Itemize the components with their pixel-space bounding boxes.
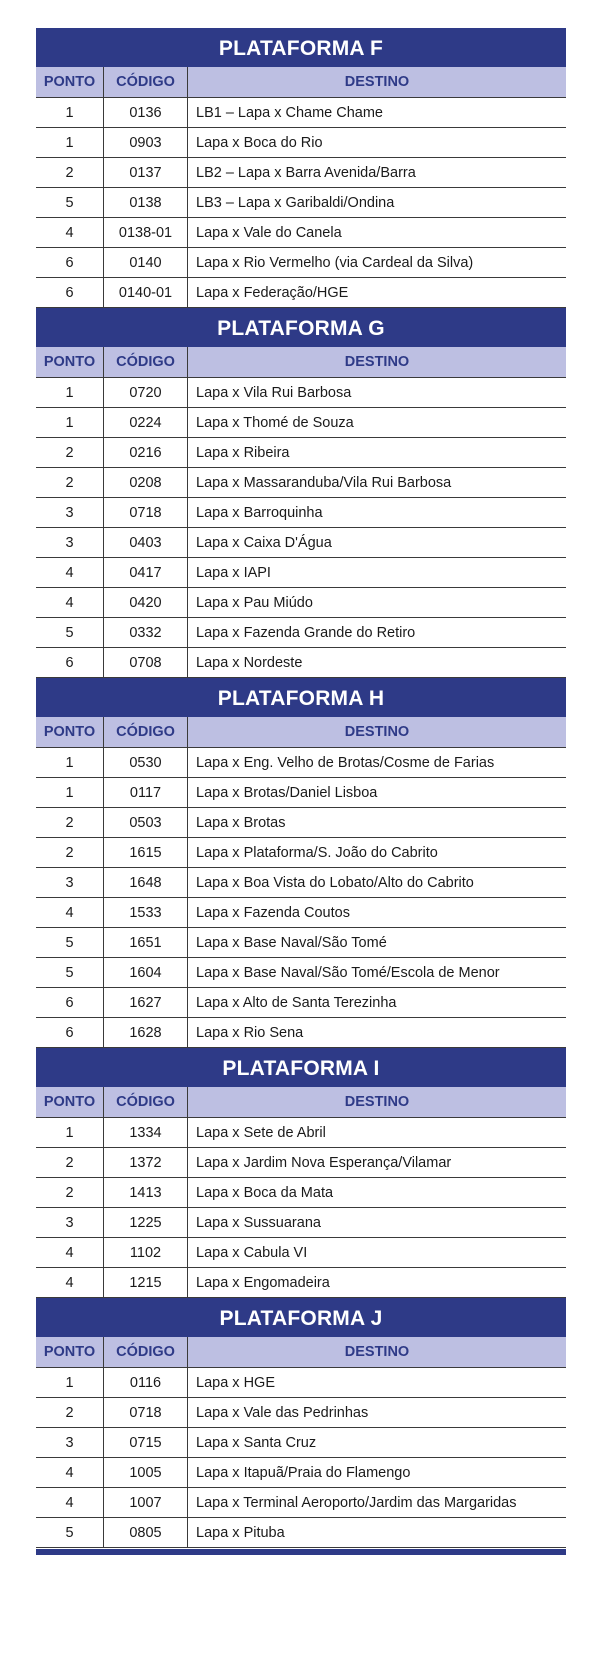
cell-ponto: 2 (36, 158, 104, 187)
cell-codigo: 0530 (104, 748, 188, 777)
cell-ponto: 3 (36, 1428, 104, 1457)
column-header-ponto: PONTO (36, 717, 104, 747)
table-row (36, 748, 566, 778)
table-row (36, 1488, 566, 1518)
cell-ponto: 1 (36, 98, 104, 127)
cell-codigo: 0140 (104, 248, 188, 277)
cell-ponto: 3 (36, 528, 104, 557)
cell-destino: Lapa x HGE (196, 1375, 275, 1391)
cell-codigo: 0903 (104, 128, 188, 157)
cell-destino: Lapa x Sussuarana (196, 1215, 321, 1231)
column-header-ponto: PONTO (36, 1087, 104, 1117)
table-row (36, 158, 566, 188)
cell-ponto: 2 (36, 1178, 104, 1207)
cell-destino: Lapa x Pau Miúdo (196, 595, 313, 611)
cell-ponto: 6 (36, 1018, 104, 1047)
cell-destino: Lapa x Itapuã/Praia do Flamengo (196, 1465, 411, 1481)
cell-ponto: 1 (36, 748, 104, 777)
table-row (36, 1118, 566, 1148)
cell-ponto: 4 (36, 558, 104, 587)
table-row (36, 248, 566, 278)
cell-destino: Lapa x Engomadeira (196, 1275, 330, 1291)
table-row (36, 958, 566, 988)
bottom-rule (36, 1549, 566, 1555)
table-row (36, 468, 566, 498)
cell-ponto: 1 (36, 128, 104, 157)
table-header-row (36, 717, 566, 748)
cell-destino: Lapa x Boca do Rio (196, 135, 323, 151)
table-row (36, 1238, 566, 1268)
cell-codigo: 0720 (104, 378, 188, 407)
cell-codigo: 0718 (104, 498, 188, 527)
column-header-ponto: PONTO (36, 347, 104, 377)
cell-destino: Lapa x Base Naval/São Tomé (196, 935, 387, 951)
cell-destino: Lapa x Brotas/Daniel Lisboa (196, 785, 378, 801)
cell-ponto: 1 (36, 1368, 104, 1397)
cell-ponto: 4 (36, 1238, 104, 1267)
column-header-destino: DESTINO (344, 1094, 410, 1110)
cell-codigo: 1604 (104, 958, 188, 987)
cell-destino: LB3 – Lapa x Garibaldi/Ondina (196, 195, 395, 211)
platform-section (36, 1048, 566, 1298)
cell-destino: LB1 – Lapa x Chame Chame (196, 105, 383, 121)
table-row (36, 1268, 566, 1298)
table-row (36, 98, 566, 128)
cell-destino: Lapa x Barroquinha (196, 505, 323, 521)
cell-codigo: 0332 (104, 618, 188, 647)
column-header-destino: DESTINO (344, 724, 410, 740)
bus-schedule-document (36, 28, 566, 1555)
table-row (36, 438, 566, 468)
cell-ponto: 6 (36, 648, 104, 677)
cell-codigo: 0708 (104, 648, 188, 677)
cell-codigo: 1007 (104, 1488, 188, 1517)
cell-destino: Lapa x Ribeira (196, 445, 290, 461)
table-row (36, 898, 566, 928)
cell-destino: Lapa x Santa Cruz (196, 1435, 317, 1451)
table-row (36, 808, 566, 838)
cell-destino: Lapa x Pituba (196, 1525, 285, 1541)
cell-codigo: 0138-01 (104, 218, 188, 247)
cell-destino: Lapa x Alto de Santa Terezinha (196, 995, 397, 1011)
cell-ponto: 6 (36, 248, 104, 277)
cell-codigo: 1102 (104, 1238, 188, 1267)
cell-codigo: 1648 (104, 868, 188, 897)
cell-ponto: 2 (36, 808, 104, 837)
cell-ponto: 2 (36, 838, 104, 867)
column-header-codigo: CÓDIGO (104, 1087, 188, 1117)
cell-codigo: 0116 (104, 1368, 188, 1397)
table-row (36, 528, 566, 558)
cell-ponto: 4 (36, 1458, 104, 1487)
cell-destino: Lapa x IAPI (196, 565, 271, 581)
cell-destino: Lapa x Vale do Canela (196, 225, 342, 241)
cell-ponto: 4 (36, 1268, 104, 1297)
cell-destino: Lapa x Massaranduba/Vila Rui Barbosa (196, 475, 452, 491)
cell-ponto: 3 (36, 1208, 104, 1237)
cell-codigo: 1334 (104, 1118, 188, 1147)
platform-title: PLATAFORMA H (36, 678, 566, 717)
cell-codigo: 0117 (104, 778, 188, 807)
cell-ponto: 1 (36, 778, 104, 807)
table-row (36, 408, 566, 438)
table-row (36, 1398, 566, 1428)
cell-codigo: 1627 (104, 988, 188, 1017)
table-row (36, 1178, 566, 1208)
cell-ponto: 6 (36, 278, 104, 307)
cell-ponto: 5 (36, 928, 104, 957)
table-row (36, 1368, 566, 1398)
cell-destino: Lapa x Fazenda Coutos (196, 905, 350, 921)
column-header-codigo: CÓDIGO (104, 1337, 188, 1367)
column-header-destino: DESTINO (344, 74, 410, 90)
table-row (36, 1458, 566, 1488)
cell-destino: Lapa x Plataforma/S. João do Cabrito (196, 845, 438, 861)
table-row (36, 188, 566, 218)
cell-destino: Lapa x Base Naval/São Tomé/Escola de Menor (196, 965, 500, 981)
cell-codigo: 1413 (104, 1178, 188, 1207)
column-header-codigo: CÓDIGO (104, 67, 188, 97)
platform-section (36, 678, 566, 1048)
table-header-row (36, 1087, 566, 1118)
cell-destino: Lapa x Rio Vermelho (via Cardeal da Silva) (196, 255, 474, 271)
cell-destino: Lapa x Vale das Pedrinhas (196, 1405, 369, 1421)
table-row (36, 648, 566, 678)
cell-ponto: 1 (36, 408, 104, 437)
cell-destino: Lapa x Rio Sena (196, 1025, 304, 1041)
cell-codigo: 0805 (104, 1518, 188, 1547)
platform-title: PLATAFORMA I (36, 1048, 566, 1087)
cell-ponto: 1 (36, 1118, 104, 1147)
platform-section (36, 1298, 566, 1548)
table-row (36, 278, 566, 308)
cell-destino: Lapa x Federação/HGE (196, 285, 349, 301)
cell-destino: Lapa x Sete de Abril (196, 1125, 326, 1141)
platform-section (36, 308, 566, 678)
cell-ponto: 5 (36, 618, 104, 647)
table-header-row (36, 1337, 566, 1368)
cell-codigo: 0503 (104, 808, 188, 837)
table-row (36, 928, 566, 958)
cell-codigo: 1615 (104, 838, 188, 867)
platform-section (36, 28, 566, 308)
cell-ponto: 3 (36, 868, 104, 897)
cell-codigo: 0140-01 (104, 278, 188, 307)
cell-ponto: 6 (36, 988, 104, 1017)
cell-destino: Lapa x Brotas (196, 815, 286, 831)
cell-codigo: 1215 (104, 1268, 188, 1297)
cell-destino: Lapa x Eng. Velho de Brotas/Cosme de Farias (196, 755, 495, 771)
cell-codigo: 0136 (104, 98, 188, 127)
table-header-row (36, 67, 566, 98)
cell-codigo: 0718 (104, 1398, 188, 1427)
table-row (36, 1208, 566, 1238)
cell-ponto: 4 (36, 1488, 104, 1517)
cell-destino: Lapa x Cabula VI (196, 1245, 308, 1261)
cell-codigo: 0216 (104, 438, 188, 467)
table-row (36, 988, 566, 1018)
table-row (36, 378, 566, 408)
column-header-destino: DESTINO (344, 1344, 410, 1360)
cell-codigo: 1628 (104, 1018, 188, 1047)
cell-codigo: 1005 (104, 1458, 188, 1487)
cell-ponto: 4 (36, 898, 104, 927)
column-header-codigo: CÓDIGO (104, 347, 188, 377)
cell-destino: Lapa x Vila Rui Barbosa (196, 385, 352, 401)
platform-title: PLATAFORMA J (36, 1298, 566, 1337)
cell-ponto: 2 (36, 468, 104, 497)
column-header-codigo: CÓDIGO (104, 717, 188, 747)
cell-ponto: 2 (36, 1398, 104, 1427)
cell-codigo: 1533 (104, 898, 188, 927)
table-row (36, 838, 566, 868)
cell-destino: Lapa x Jardim Nova Esperança/Vilamar (196, 1155, 452, 1171)
cell-ponto: 5 (36, 958, 104, 987)
cell-codigo: 0137 (104, 158, 188, 187)
table-row (36, 868, 566, 898)
cell-destino: Lapa x Boca da Mata (196, 1185, 334, 1201)
cell-ponto: 2 (36, 1148, 104, 1177)
table-row (36, 218, 566, 248)
table-row (36, 1518, 566, 1548)
cell-ponto: 3 (36, 498, 104, 527)
cell-ponto: 5 (36, 1518, 104, 1547)
cell-codigo: 1651 (104, 928, 188, 957)
column-header-ponto: PONTO (36, 67, 104, 97)
cell-codigo: 0417 (104, 558, 188, 587)
cell-ponto: 1 (36, 378, 104, 407)
cell-codigo: 0715 (104, 1428, 188, 1457)
platform-title: PLATAFORMA G (36, 308, 566, 347)
cell-destino: LB2 – Lapa x Barra Avenida/Barra (196, 165, 416, 181)
table-row (36, 498, 566, 528)
table-row (36, 778, 566, 808)
cell-destino: Lapa x Fazenda Grande do Retiro (196, 625, 416, 641)
cell-codigo: 0138 (104, 188, 188, 217)
cell-codigo: 1372 (104, 1148, 188, 1177)
cell-ponto: 2 (36, 438, 104, 467)
table-row (36, 1148, 566, 1178)
platform-title: PLATAFORMA F (36, 28, 566, 67)
cell-ponto: 4 (36, 218, 104, 247)
cell-codigo: 0208 (104, 468, 188, 497)
table-row (36, 588, 566, 618)
cell-codigo: 1225 (104, 1208, 188, 1237)
cell-destino: Lapa x Caixa D'Água (196, 535, 332, 551)
column-header-destino: DESTINO (344, 354, 410, 370)
cell-codigo: 0403 (104, 528, 188, 557)
cell-destino: Lapa x Boa Vista do Lobato/Alto do Cabrito (196, 875, 474, 891)
column-header-ponto: PONTO (36, 1337, 104, 1367)
cell-destino: Lapa x Nordeste (196, 655, 303, 671)
table-row (36, 558, 566, 588)
cell-destino: Lapa x Thomé de Souza (196, 415, 354, 431)
table-header-row (36, 347, 566, 378)
table-row (36, 1428, 566, 1458)
table-row (36, 618, 566, 648)
cell-ponto: 4 (36, 588, 104, 617)
cell-ponto: 5 (36, 188, 104, 217)
table-row (36, 128, 566, 158)
cell-destino: Lapa x Terminal Aeroporto/Jardim das Margaridas (196, 1495, 517, 1511)
cell-codigo: 0224 (104, 408, 188, 437)
cell-codigo: 0420 (104, 588, 188, 617)
table-row (36, 1018, 566, 1048)
